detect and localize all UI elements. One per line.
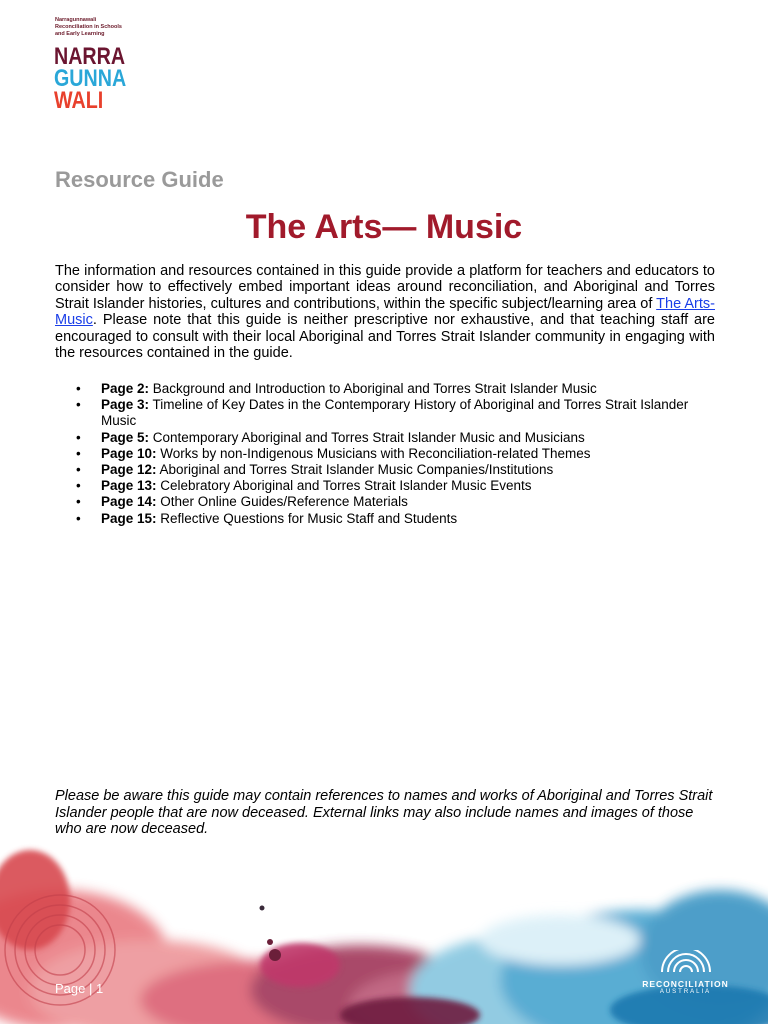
page-title: The Arts— Music xyxy=(245,208,523,246)
contents-page: Page 2: xyxy=(101,381,150,396)
rainbow-arcs-icon xyxy=(656,950,716,972)
bullet-icon: • xyxy=(76,462,81,478)
bullet-icon: • xyxy=(76,494,81,510)
contents-text: Aboriginal and Torres Strait Islander Music Companies/Institutions xyxy=(156,462,554,478)
intro-text: The information and resources contained in this guide provide a platform for teachers and educators to consider how to effectively embed important ideas around reconciliation, and Aboriginal and Torres Strait Islander histories, cultures and contributions, within the specific subject/learning area of xyxy=(55,263,715,312)
bullet-icon: • xyxy=(76,429,81,445)
intro-paragraph xyxy=(55,263,715,361)
contents-item xyxy=(55,446,715,462)
contents-item xyxy=(55,494,715,510)
bullet-icon: • xyxy=(76,381,81,396)
contents-text: Reflective Questions for Music Staff and Students xyxy=(156,510,458,526)
page-number: Page | 1 xyxy=(55,981,104,996)
contents-page: Page 10: xyxy=(101,445,157,461)
logo-word-line: NARRA xyxy=(54,43,126,70)
contents-item xyxy=(55,511,715,527)
bullet-icon: • xyxy=(76,510,81,526)
ra-logo-subtitle: AUSTRALIA xyxy=(659,989,712,995)
bullet-icon: • xyxy=(76,478,81,494)
contents-item xyxy=(55,478,715,494)
disclaimer-text: Please be aware this guide may contain references to names and works of Aboriginal and Torres Strait Islander people that are now deceased. External links may also include names and images of those who are now deceased. xyxy=(55,788,713,838)
logo-subtitle-line: and Early Learning xyxy=(55,31,105,37)
logo-subtitle-line: Reconciliation in Schools xyxy=(55,24,122,30)
contents-page: Page 12: xyxy=(101,462,157,478)
contents-text: Contemporary Aboriginal and Torres Strait Islander Music and Musicians xyxy=(149,429,585,445)
bullet-icon: • xyxy=(76,397,81,413)
contents-text: Timeline of Key Dates in the Contemporary History of Aboriginal and Torres Strait Islander Music xyxy=(101,397,689,429)
contents-list xyxy=(55,381,715,527)
contents-text: Celebratory Aboriginal and Torres Strait Islander Music Events xyxy=(156,478,532,494)
logo-word-line: WALI xyxy=(54,87,104,114)
arts-music-link[interactable]: The Arts- Music xyxy=(55,295,715,329)
contents-page: Page 3: xyxy=(101,397,150,413)
contents-page: Page 14: xyxy=(101,494,157,510)
section-label: Resource Guide xyxy=(55,167,224,192)
contents-page: Page 13: xyxy=(101,478,157,494)
contents-item xyxy=(55,430,715,446)
reconciliation-australia-logo xyxy=(638,950,733,995)
contents-item xyxy=(55,462,715,478)
contents-item xyxy=(55,397,715,429)
contents-text: Background and Introduction to Aboriginal and Torres Strait Islander Music xyxy=(149,381,597,396)
contents-text: Other Online Guides/Reference Materials xyxy=(156,494,408,510)
ra-logo-name: RECONCILIATION xyxy=(642,979,729,989)
contents-text: Works by non-Indigenous Musicians with Reconciliation-related Themes xyxy=(156,445,591,461)
intro-text: . Please note that this guide is neither prescriptive nor exhaustive, and that teaching staff are encouraged to consult with their local Aboriginal and Torres Strait Islander community in engaging with the resources contained in the guide. xyxy=(55,312,715,362)
contents-page: Page 5: xyxy=(101,429,150,445)
logo-word-line: GUNNA xyxy=(54,65,127,92)
logo-subtitle xyxy=(55,17,122,38)
logo-subtitle-line: Narragunnawali xyxy=(55,17,97,23)
watercolour-artwork xyxy=(0,840,768,1024)
contents-item xyxy=(55,381,715,397)
bullet-icon: • xyxy=(76,445,81,461)
contents-page: Page 15: xyxy=(101,510,157,526)
